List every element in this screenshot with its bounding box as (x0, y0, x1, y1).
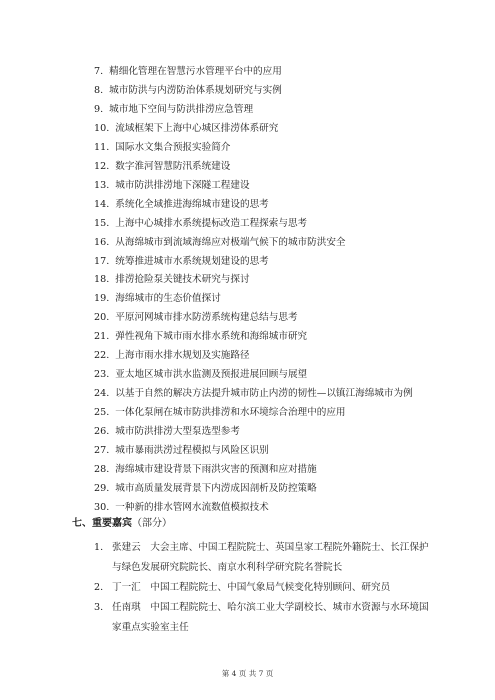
topic-item (94, 270, 250, 290)
topic-text: 流域框架下上海中心城区排涝体系研究 (115, 122, 279, 134)
topic-item (94, 157, 230, 177)
guest-number: 1. (94, 542, 104, 553)
topic-number: 30. (94, 501, 110, 513)
topic-text: 统筹推进城市水系统规划建设的思考 (115, 255, 269, 267)
topic-number: 23. (94, 369, 110, 381)
topic-item (94, 384, 413, 404)
topic-number: 15. (94, 217, 110, 229)
topic-number: 18. (94, 274, 110, 286)
topic-text: 海绵城市建设背景下雨洪灾害的预测和应对措施 (115, 463, 317, 475)
topic-text: 上海市雨水排水规划及实施路径 (115, 350, 250, 362)
topic-item (94, 422, 240, 442)
topic-item (94, 403, 346, 423)
topic-text: 国际水文集合预报实验简介 (115, 141, 231, 153)
topic-text: 数字淮河智慧防汛系统建设 (115, 160, 231, 172)
guest-text: 任南琪 中国工程院院士、哈尔滨工业大学副校长、城市水资源与水环境国家重点实验室主任 (112, 602, 429, 633)
topic-item (94, 308, 298, 328)
topic-number: 8. (94, 84, 104, 96)
topic-number: 7. (94, 66, 104, 77)
topic-text: 排涝抢险泵关键技术研究与探讨 (115, 274, 250, 286)
topic-number: 17. (94, 255, 110, 267)
topic-text: 精细化管理在智慧污水管理平台中的应用 (109, 66, 282, 77)
topic-number: 13. (94, 179, 110, 191)
topic-item (94, 119, 278, 139)
topic-item (94, 327, 307, 347)
guest-item (94, 578, 434, 598)
topic-text: 城市高质量发展背景下内涝成因剖析及防控策略 (115, 482, 317, 494)
topic-number: 25. (94, 407, 110, 419)
topic-item (94, 252, 269, 272)
topic-text: 城市防洪排涝大型泵选型参考 (115, 426, 240, 438)
topic-item (94, 289, 221, 309)
topic-item (94, 176, 250, 196)
topic-item (94, 479, 317, 499)
topic-text: 平原河网城市排水防涝系统构建总结与思考 (115, 312, 298, 324)
topic-item (94, 365, 307, 385)
topic-item (94, 346, 250, 366)
topic-text: 弹性视角下城市雨水排水系统和海绵城市研究 (115, 331, 308, 343)
topic-text: 上海中心城排水系统提标改造工程探索与思考 (115, 217, 308, 229)
topic-item (94, 195, 269, 215)
topic-number: 10. (94, 122, 110, 134)
topic-number: 27. (94, 445, 110, 456)
topic-number: 9. (94, 103, 104, 115)
page-footer: 第 4 页 共 7 页 (221, 669, 274, 678)
topic-text: 一种新的排水管网水流数值模拟技术 (115, 501, 269, 513)
topic-text: 从海绵城市到流域海绵应对极端气候下的城市防洪安全 (115, 236, 346, 248)
topic-number: 28. (94, 463, 110, 475)
guest-number: 3. (94, 602, 104, 613)
section-heading (72, 514, 172, 534)
topic-item (94, 441, 269, 461)
topic-item (94, 138, 230, 158)
guest-item (94, 598, 434, 638)
guest-item (94, 538, 434, 578)
topic-item (94, 62, 282, 82)
topic-text: 一体化泵闸在城市防洪排涝和水环境综合治理中的应用 (115, 407, 346, 419)
topic-number: 21. (94, 331, 110, 343)
topic-text: 城市暴雨洪涝过程模拟与风险区识别 (115, 445, 269, 456)
topic-number: 26. (94, 426, 110, 438)
topic-item (94, 81, 282, 101)
topic-item (94, 233, 346, 253)
topic-number: 24. (94, 388, 110, 400)
topic-number: 12. (94, 160, 110, 172)
topic-number: 29. (94, 482, 110, 494)
topic-text: 亚太地区城市洪水监测及预报进展回顾与展望 (115, 369, 308, 381)
guest-text: 丁一汇 中国工程院院士、中国气象局气候变化特别顾问、研究员 (112, 582, 391, 593)
topic-text: 海绵城市的生态价值探讨 (115, 293, 221, 305)
topic-item (94, 214, 307, 234)
topic-text: 城市地下空间与防洪排涝应急管理 (109, 103, 254, 115)
topic-text: 城市防洪排涝地下深隧工程建设 (115, 179, 250, 191)
guest-text: 张建云 大会主席、中国工程院院士、英国皇家工程院外籍院士、长江保护与绿色发展研究院院长、南京水利科学研究院名誉院长 (112, 542, 429, 573)
guest-number: 2. (94, 582, 104, 593)
topic-number: 14. (94, 198, 110, 210)
topic-text: 以基于自然的解决方法提升城市防止内涝的韧性—以镇江海绵城市为例 (115, 388, 413, 400)
topic-item (94, 460, 317, 480)
topic-text: 城市防洪与内涝防治体系规划研究与实例 (109, 84, 282, 96)
topic-item (94, 100, 253, 120)
topic-number: 16. (94, 236, 110, 248)
section-title: 七、重要嘉宾 (72, 518, 132, 529)
topic-number: 19. (94, 293, 110, 305)
topic-text: 系统化全域推进海绵城市建设的思考 (115, 198, 269, 210)
topic-number: 11. (94, 141, 110, 153)
topic-number: 22. (94, 350, 110, 362)
section-note: （部分） (132, 518, 172, 529)
topic-number: 20. (94, 312, 110, 324)
